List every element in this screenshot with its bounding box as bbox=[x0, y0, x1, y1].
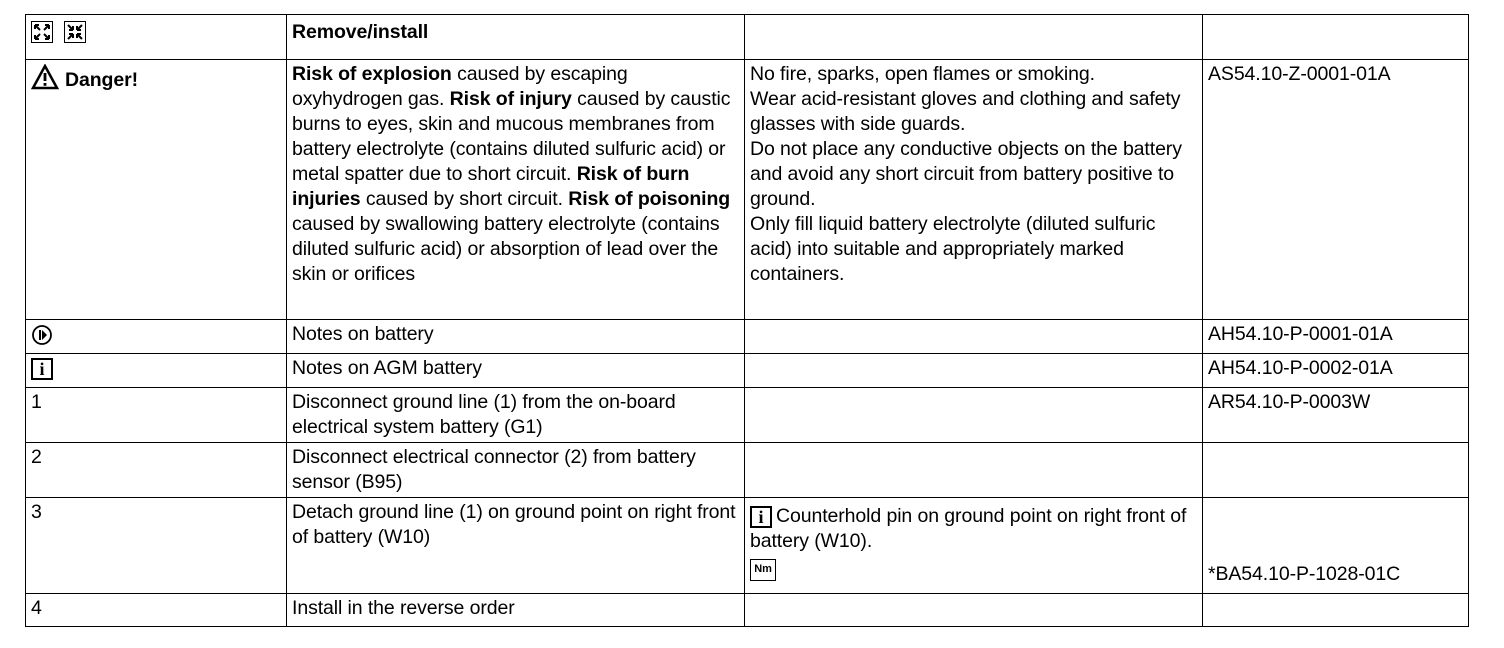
danger-label: Danger! bbox=[65, 69, 138, 91]
step-number: 3 bbox=[31, 501, 42, 523]
header-title bbox=[287, 15, 745, 60]
header-empty-cell bbox=[745, 15, 1203, 60]
step-text-cell bbox=[287, 594, 745, 627]
step-number: 4 bbox=[31, 597, 42, 619]
note-icon-cell bbox=[26, 354, 287, 388]
step-note-cell bbox=[745, 498, 1203, 594]
step-number-cell bbox=[26, 498, 287, 594]
note-icon-cell bbox=[26, 320, 287, 354]
step-row bbox=[26, 594, 1469, 627]
warning-triangle-icon bbox=[31, 64, 59, 90]
step-number-cell bbox=[26, 594, 287, 627]
risk-description: caused by short circuit. bbox=[360, 188, 569, 210]
step-row bbox=[26, 443, 1469, 498]
note-ref-cell bbox=[1203, 320, 1469, 354]
info-icon: i bbox=[750, 506, 772, 528]
step-number-cell bbox=[26, 443, 287, 498]
risk-description: caused by swallowing battery electrolyte (contains diluted sulfuric acid) or absorption of lead over the skin or orifices bbox=[292, 213, 720, 285]
note-text: Notes on AGM battery bbox=[292, 357, 482, 379]
step-number: 1 bbox=[31, 391, 42, 413]
step-row bbox=[26, 388, 1469, 443]
danger-row bbox=[26, 60, 1469, 320]
step-ref-cell bbox=[1203, 594, 1469, 627]
risk-heading: Risk of poisoning bbox=[568, 188, 731, 210]
torque-nm-icon: Nm bbox=[750, 559, 776, 581]
step-ref-cell bbox=[1203, 388, 1469, 443]
step-text-cell bbox=[287, 443, 745, 498]
step-number-cell bbox=[26, 388, 287, 443]
info-icon: i bbox=[31, 358, 53, 380]
document-reference-link[interactable]: AH54.10-P-0002-01A bbox=[1208, 357, 1393, 379]
note-empty-cell bbox=[745, 354, 1203, 388]
danger-risk-cell bbox=[287, 60, 745, 320]
danger-label-cell bbox=[26, 60, 287, 320]
step-ref-cell bbox=[1203, 498, 1469, 594]
safety-measure: Wear acid-resistant gloves and clothing and safety glasses with side guards. bbox=[750, 88, 1181, 135]
document-reference-link[interactable]: AH54.10-P-0001-01A bbox=[1208, 323, 1393, 345]
note-empty-cell bbox=[745, 320, 1203, 354]
note-row bbox=[26, 320, 1469, 354]
risk-heading: Risk of injury bbox=[449, 88, 572, 110]
note-ref-cell bbox=[1203, 354, 1469, 388]
note-text-cell bbox=[287, 320, 745, 354]
note-circle-icon bbox=[31, 324, 53, 346]
header-empty-cell bbox=[1203, 15, 1469, 60]
install-symbol-icon bbox=[64, 21, 86, 43]
step-note-cell bbox=[745, 594, 1203, 627]
page-title: Remove/install bbox=[292, 21, 429, 43]
note-text-cell bbox=[287, 354, 745, 388]
step-text: Disconnect ground line (1) from the on-board electrical system battery (G1) bbox=[292, 391, 676, 438]
safety-measure: No fire, sparks, open flames or smoking. bbox=[750, 63, 1095, 85]
step-note-text: Counterhold pin on ground point on right front of battery (W10). bbox=[750, 505, 1187, 552]
document-reference-link[interactable]: AR54.10-P-0003W bbox=[1208, 391, 1371, 413]
step-ref-cell bbox=[1203, 443, 1469, 498]
danger-ref-cell bbox=[1203, 60, 1469, 320]
step-note-cell bbox=[745, 443, 1203, 498]
note-text: Notes on battery bbox=[292, 323, 434, 345]
step-text: Detach ground line (1) on ground point on right front of battery (W10) bbox=[292, 501, 736, 548]
risk-description: caused by caustic burns to eyes, skin and mucous membranes from battery electrolyte (contains diluted sulfuric acid) or metal spatter due to short circuit. bbox=[292, 88, 731, 185]
risk-heading: Risk of burn injuries bbox=[292, 163, 690, 210]
step-text: Disconnect electrical connector (2) from battery sensor (B95) bbox=[292, 446, 696, 493]
step-text: Install in the reverse order bbox=[292, 597, 515, 619]
procedure-table bbox=[25, 14, 1469, 627]
step-note-cell bbox=[745, 388, 1203, 443]
document-reference-link[interactable]: AS54.10-Z-0001-01A bbox=[1208, 63, 1391, 85]
document-reference-link[interactable]: *BA54.10-P-1028-01C bbox=[1208, 563, 1401, 585]
step-text-cell bbox=[287, 498, 745, 594]
risk-description: caused by escaping oxyhydrogen gas. bbox=[292, 63, 628, 110]
note-row bbox=[26, 354, 1469, 388]
danger-measures-cell bbox=[745, 60, 1203, 320]
remove-symbol-icon bbox=[31, 21, 53, 43]
header-row bbox=[26, 15, 1469, 60]
safety-measure: Only fill liquid battery electrolyte (diluted sulfuric acid) into suitable and appropriately marked containers. bbox=[750, 213, 1156, 285]
step-row bbox=[26, 498, 1469, 594]
header-icons-cell bbox=[26, 15, 287, 60]
step-text-cell bbox=[287, 388, 745, 443]
step-number: 2 bbox=[31, 446, 42, 468]
risk-heading: Risk of explosion bbox=[292, 63, 452, 85]
safety-measure: Do not place any conductive objects on the battery and avoid any short circuit from battery positive to ground. bbox=[750, 138, 1182, 210]
